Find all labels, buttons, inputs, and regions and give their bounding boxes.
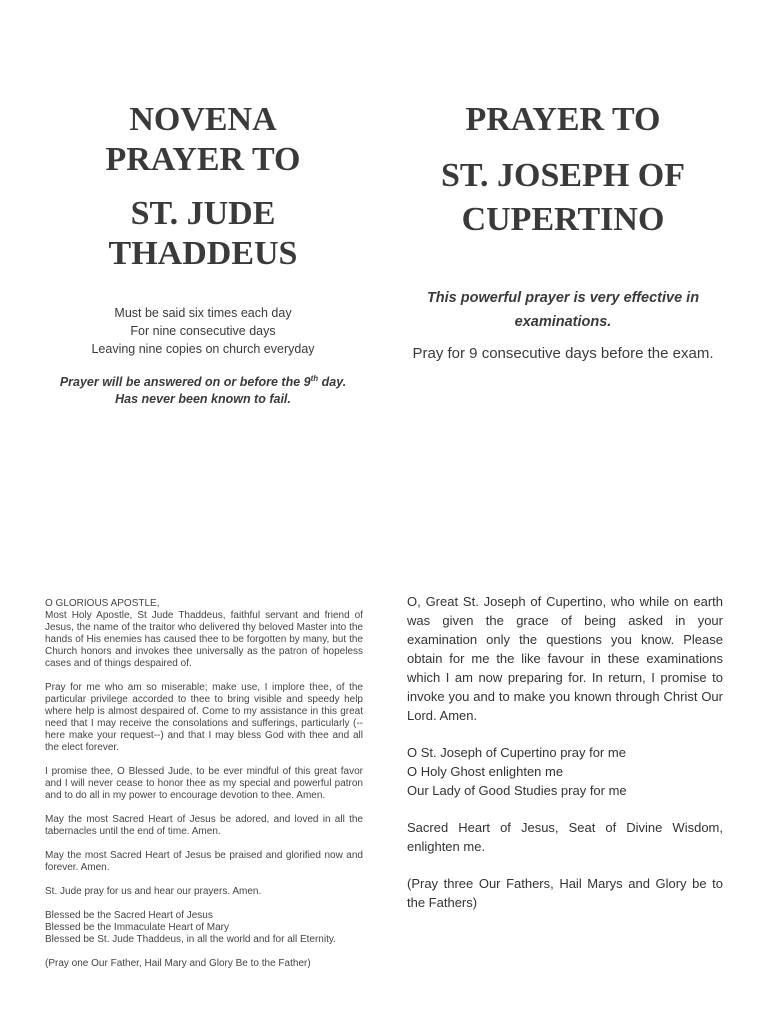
- jude-answered-line: [40, 370, 366, 391]
- jude-cover-panel: [40, 100, 366, 408]
- jude-promise: [40, 370, 366, 408]
- jude-prayer-para-6: St. Jude pray for us and hear our prayers. Amen.: [45, 886, 262, 897]
- jude-blessed-line: Blessed be St. Jude Thaddeus, in all the world and for all Eternity.: [45, 934, 336, 945]
- jude-prayer-heading: O GLORIOUS APOSTLE,: [45, 598, 160, 609]
- jude-answered-prefix: Prayer will be answered on or before the 9: [59, 375, 311, 390]
- jude-prayer-para-4: May the most Sacred Heart of Jesus be adored, and loved in all the tabernacles until the end of time. Amen.: [45, 814, 363, 837]
- jude-prayer-para-1: Most Holy Apostle, St Jude Thaddeus, faithful servant and friend of Jesus, the name of the traitor who delivered thy beloved Master into the hands of His enemies has caused thee to be forgotten by many, but the Church honors and invokes thee universally as the patron of hopeless cases and of things despaired of.: [45, 610, 363, 669]
- joseph-instruction: Pray for 9 consecutive days before the exam.: [412, 345, 714, 362]
- jude-prayer-panel: [45, 598, 363, 982]
- jude-blessed-line: Blessed be the Sacred Heart of Jesus: [45, 910, 213, 921]
- jude-never-failed: Has never been known to fail.: [115, 392, 291, 407]
- joseph-prayer-para-1: O, Great St. Joseph of Cupertino, who while on earth was given the grace of being asked in your examination only the questions you know. Please obtain for me the like favour in these examinations which I am now preparing for. In return, I promise to invoke you and to make you known through Christ Our Lord. Amen.: [407, 594, 723, 723]
- joseph-invocation-line: O St. Joseph of Cupertino pray for me: [407, 745, 626, 760]
- joseph-title-line-2: ST. JOSEPH OF: [440, 157, 686, 194]
- joseph-title-line-3: CUPERTINO: [461, 201, 665, 238]
- jude-blessed-block: [45, 910, 363, 946]
- jude-prayer-para-5: May the most Sacred Heart of Jesus be praised and glorified now and forever. Amen.: [45, 850, 363, 873]
- joseph-prayer-panel: [407, 592, 723, 930]
- jude-blessed-line: Blessed be the Immaculate Heart of Mary: [45, 922, 229, 933]
- jude-prayer-closing: (Pray one Our Father, Hail Mary and Glory Be to the Father): [45, 958, 311, 969]
- jude-prayer-para-2: Pray for me who am so miserable; make use, I implore thee, of the particular privilege accorded to thee to bring visible and speedy help where help is almost despaired of. Come to my assistance in this great need that I may receive the consolations and sufferings, particularly (-- here make your request--) and that I may bless God with thee and all the elect forever.: [45, 682, 363, 753]
- jude-instruction-line: Must be said six times each day: [114, 306, 292, 320]
- joseph-invocation-line: Our Lady of Good Studies pray for me: [407, 783, 627, 798]
- jude-answered-suffix: day.: [318, 375, 347, 390]
- jude-title-line-4: THADDEUS: [108, 235, 298, 272]
- joseph-tagline: This powerful prayer is very effective in examinations.: [426, 290, 700, 330]
- jude-instructions: [40, 304, 366, 358]
- joseph-invocations: [407, 743, 723, 800]
- joseph-prayer-para-2: Sacred Heart of Jesus, Seat of Divine Wisdom, enlighten me.: [407, 820, 723, 854]
- jude-instruction-line: Leaving nine copies on church everyday: [91, 342, 315, 356]
- jude-prayer-para-3: I promise thee, O Blessed Jude, to be ever mindful of this great favor and I will never cease to honor thee as my special and powerful patron and to do all in my power to encourage devotion to thee. Amen.: [45, 766, 363, 801]
- joseph-cover-panel: [390, 100, 736, 366]
- joseph-title-line-1: PRAYER TO: [465, 101, 661, 138]
- jude-title-line-1: NOVENA: [129, 101, 277, 138]
- jude-answered-sup: th: [310, 374, 319, 383]
- joseph-invocation-line: O Holy Ghost enlighten me: [407, 764, 564, 779]
- jude-prayer-intro: [45, 598, 363, 670]
- jude-title-line-3: ST. JUDE: [130, 195, 276, 232]
- jude-title-line-2: PRAYER TO: [105, 141, 301, 178]
- joseph-prayer-closing: (Pray three Our Fathers, Hail Marys and Glory be to the Fathers): [407, 876, 723, 910]
- jude-instruction-line: For nine consecutive days: [130, 324, 276, 338]
